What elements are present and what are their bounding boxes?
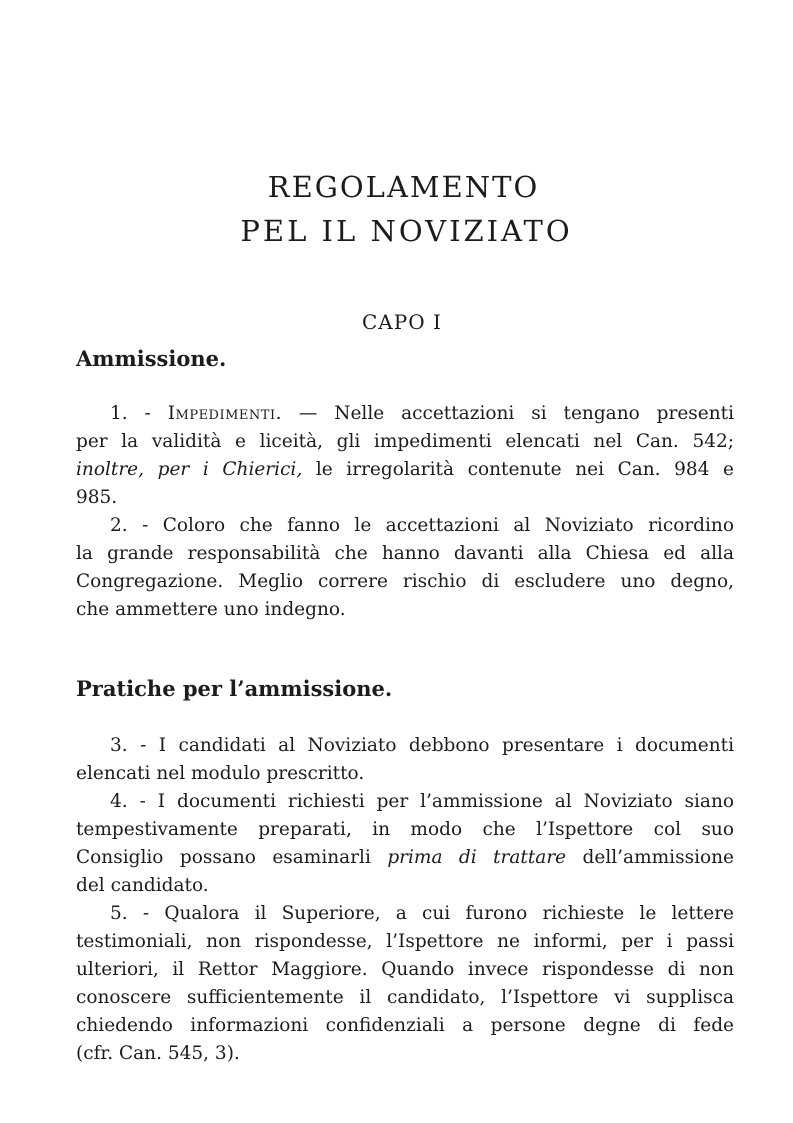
paragraph-5-line-5: chiedendo informazioni confidenziali a persone degne di fede	[76, 1015, 734, 1036]
paragraph-1-line-1	[110, 402, 734, 426]
paragraph-text: le irregolarità contenute nei Can. 984 e	[315, 459, 735, 480]
paragraph-5-line-4: conoscere sufficientemente il candidato, l’Ispettore vi supplisca	[76, 987, 734, 1008]
paragraph-1-line-4: 985.	[76, 487, 118, 508]
paragraph-2-line-2: la grande responsabilità che hanno davanti alla Chiesa ed alla	[76, 543, 734, 564]
paragraph-1-line-2: per la validità e liceità, gli impedimenti elencati nel Can. 542;	[76, 431, 734, 452]
section-heading-pratiche: Pratiche per l’ammissione.	[76, 676, 393, 701]
paragraph-1-line-3	[76, 458, 734, 482]
paragraph-text-italic: prima di trattare	[387, 847, 567, 868]
section-heading-ammissione: Ammissione.	[76, 346, 227, 371]
paragraph-text: I documenti richiesti per l’ammissione al Noviziato siano	[157, 791, 734, 812]
paragraph-text: — Nelle accettazioni si tengano presenti	[298, 403, 734, 424]
paragraph-4-line-2: tempestivamente preparati, in modo che l’Ispettore col suo	[76, 819, 734, 840]
paragraph-number: 3. -	[110, 735, 147, 756]
paragraph-5-line-3: ulteriori, il Rettor Maggiore. Quando invece rispondesse di non	[76, 959, 734, 980]
paragraph-5-line-2: testimoniali, non rispondesse, l’Ispettore ne informi, per i passi	[76, 931, 734, 952]
paragraph-text-italic: Chierici,	[222, 459, 303, 480]
paragraph-2-line-1	[110, 514, 734, 538]
paragraph-number: 1. -	[110, 403, 151, 424]
paragraph-2-line-4: che ammettere uno indegno.	[76, 599, 346, 620]
paragraph-text-italic: inoltre,	[76, 459, 144, 480]
paragraph-3-line-1	[110, 734, 734, 758]
paragraph-2-line-3: Congregazione. Meglio correre rischio di escludere uno degno,	[76, 571, 734, 592]
paragraph-5-line-1	[110, 902, 734, 926]
paragraph-label: Impedimenti.	[167, 403, 282, 424]
paragraph-text: Qualora il Superiore, a cui furono richieste le lettere	[164, 903, 734, 924]
paragraph-text: Consiglio possano esaminarli	[76, 847, 371, 868]
document-title-line-1: REGOLAMENTO	[267, 170, 540, 204]
paragraph-3-line-2: elencati nel modulo prescritto.	[76, 763, 365, 784]
paragraph-4-line-1	[110, 790, 734, 814]
paragraph-4-line-4: del candidato.	[76, 875, 209, 896]
paragraph-text: I candidati al Noviziato debbono presentare i documenti	[158, 735, 734, 756]
paragraph-4-line-3	[76, 846, 734, 870]
paragraph-number: 2. -	[110, 515, 149, 536]
paragraph-number: 5. -	[110, 903, 150, 924]
chapter-label: CAPO I	[362, 310, 442, 334]
paragraph-text-italic: per i	[157, 459, 209, 480]
paragraph-5-line-6: (cfr. Can. 545, 3).	[76, 1043, 240, 1064]
paragraph-text: dell’ammissione	[582, 847, 734, 868]
paragraph-text: Coloro che fanno le accettazioni al Noviziato ricordino	[162, 515, 734, 536]
document-title-line-2: PEL IL NOVIZIATO	[240, 214, 573, 248]
paragraph-number: 4. -	[110, 791, 146, 812]
